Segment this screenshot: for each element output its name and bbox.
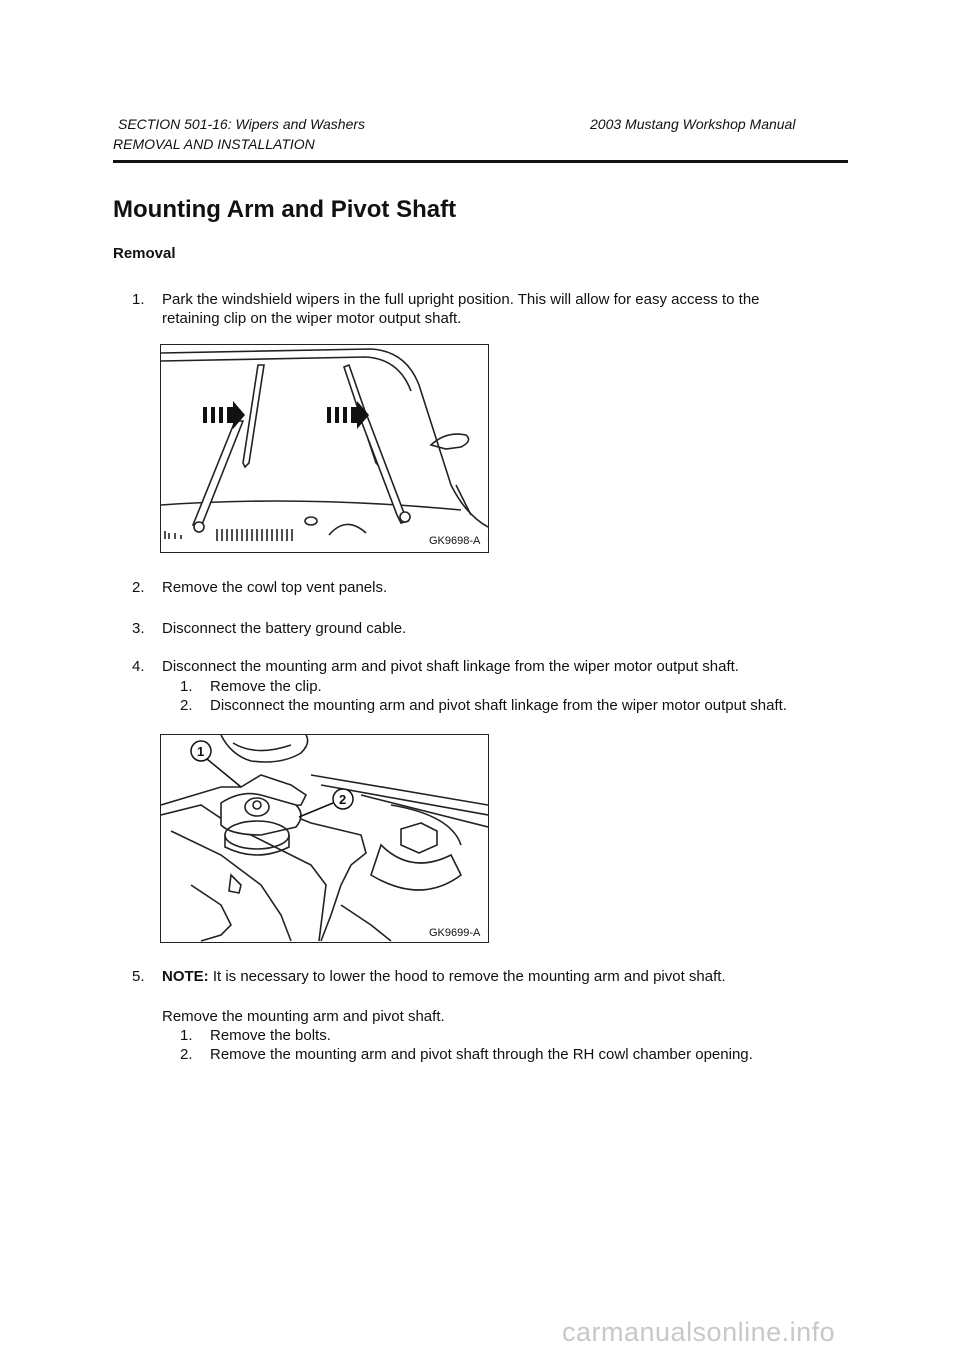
substep-text: Remove the bolts. <box>210 1027 331 1044</box>
step-number: 3. <box>132 620 145 637</box>
step-5-text: Remove the mounting arm and pivot shaft. <box>162 1008 445 1025</box>
figure-linkage-clip <box>160 734 489 943</box>
step-number: 2. <box>132 579 145 596</box>
page-title: Mounting Arm and Pivot Shaft <box>113 196 457 223</box>
figure-wipers-upright <box>160 344 489 553</box>
figure-label: GK9699-A <box>429 927 481 939</box>
header-subtitle: REMOVAL AND INSTALLATION <box>113 136 315 152</box>
watermark: carmanualsonline.info <box>562 1317 836 1347</box>
step-number: 1. <box>132 291 145 308</box>
step-text: Park the windshield wipers in the full upright position. This will allow for easy access to the <box>162 291 760 308</box>
header-manual-title: 2003 Mustang Workshop Manual <box>590 116 796 132</box>
step-number: 4. <box>132 658 145 675</box>
step-text: Disconnect the battery ground cable. <box>162 620 407 637</box>
substep-text: Remove the clip. <box>210 678 322 695</box>
arrow-icon <box>203 401 369 429</box>
substep-number: 2. <box>180 1046 193 1063</box>
substep-number: 2. <box>180 697 193 714</box>
section-heading: Removal <box>113 245 176 262</box>
note-text: It is necessary to lower the hood to remove the mounting arm and pivot shaft. <box>208 968 726 985</box>
header-section: SECTION 501-16: Wipers and Washers <box>118 116 366 132</box>
note-label: NOTE: <box>162 968 209 985</box>
substep-number: 1. <box>180 1027 193 1044</box>
wiper-illustration <box>161 345 488 552</box>
figure-label: GK9698-A <box>429 535 481 547</box>
header-divider <box>113 160 848 163</box>
substep-text: Disconnect the mounting arm and pivot shaft linkage from the wiper motor output shaft. <box>210 697 787 714</box>
step-text: Remove the cowl top vent panels. <box>162 579 388 596</box>
callout-1: 1 <box>197 744 205 759</box>
substep-text: Remove the mounting arm and pivot shaft through the RH cowl chamber opening. <box>210 1046 753 1063</box>
callout-2: 2 <box>339 792 347 807</box>
step-note <box>162 967 862 986</box>
step-number: 5. <box>132 968 145 985</box>
substep-number: 1. <box>180 678 193 695</box>
step-text: Disconnect the mounting arm and pivot shaft linkage from the wiper motor output shaft. <box>162 658 739 675</box>
step-text-continued: retaining clip on the wiper motor output shaft. <box>162 310 462 327</box>
linkage-illustration <box>161 735 488 942</box>
